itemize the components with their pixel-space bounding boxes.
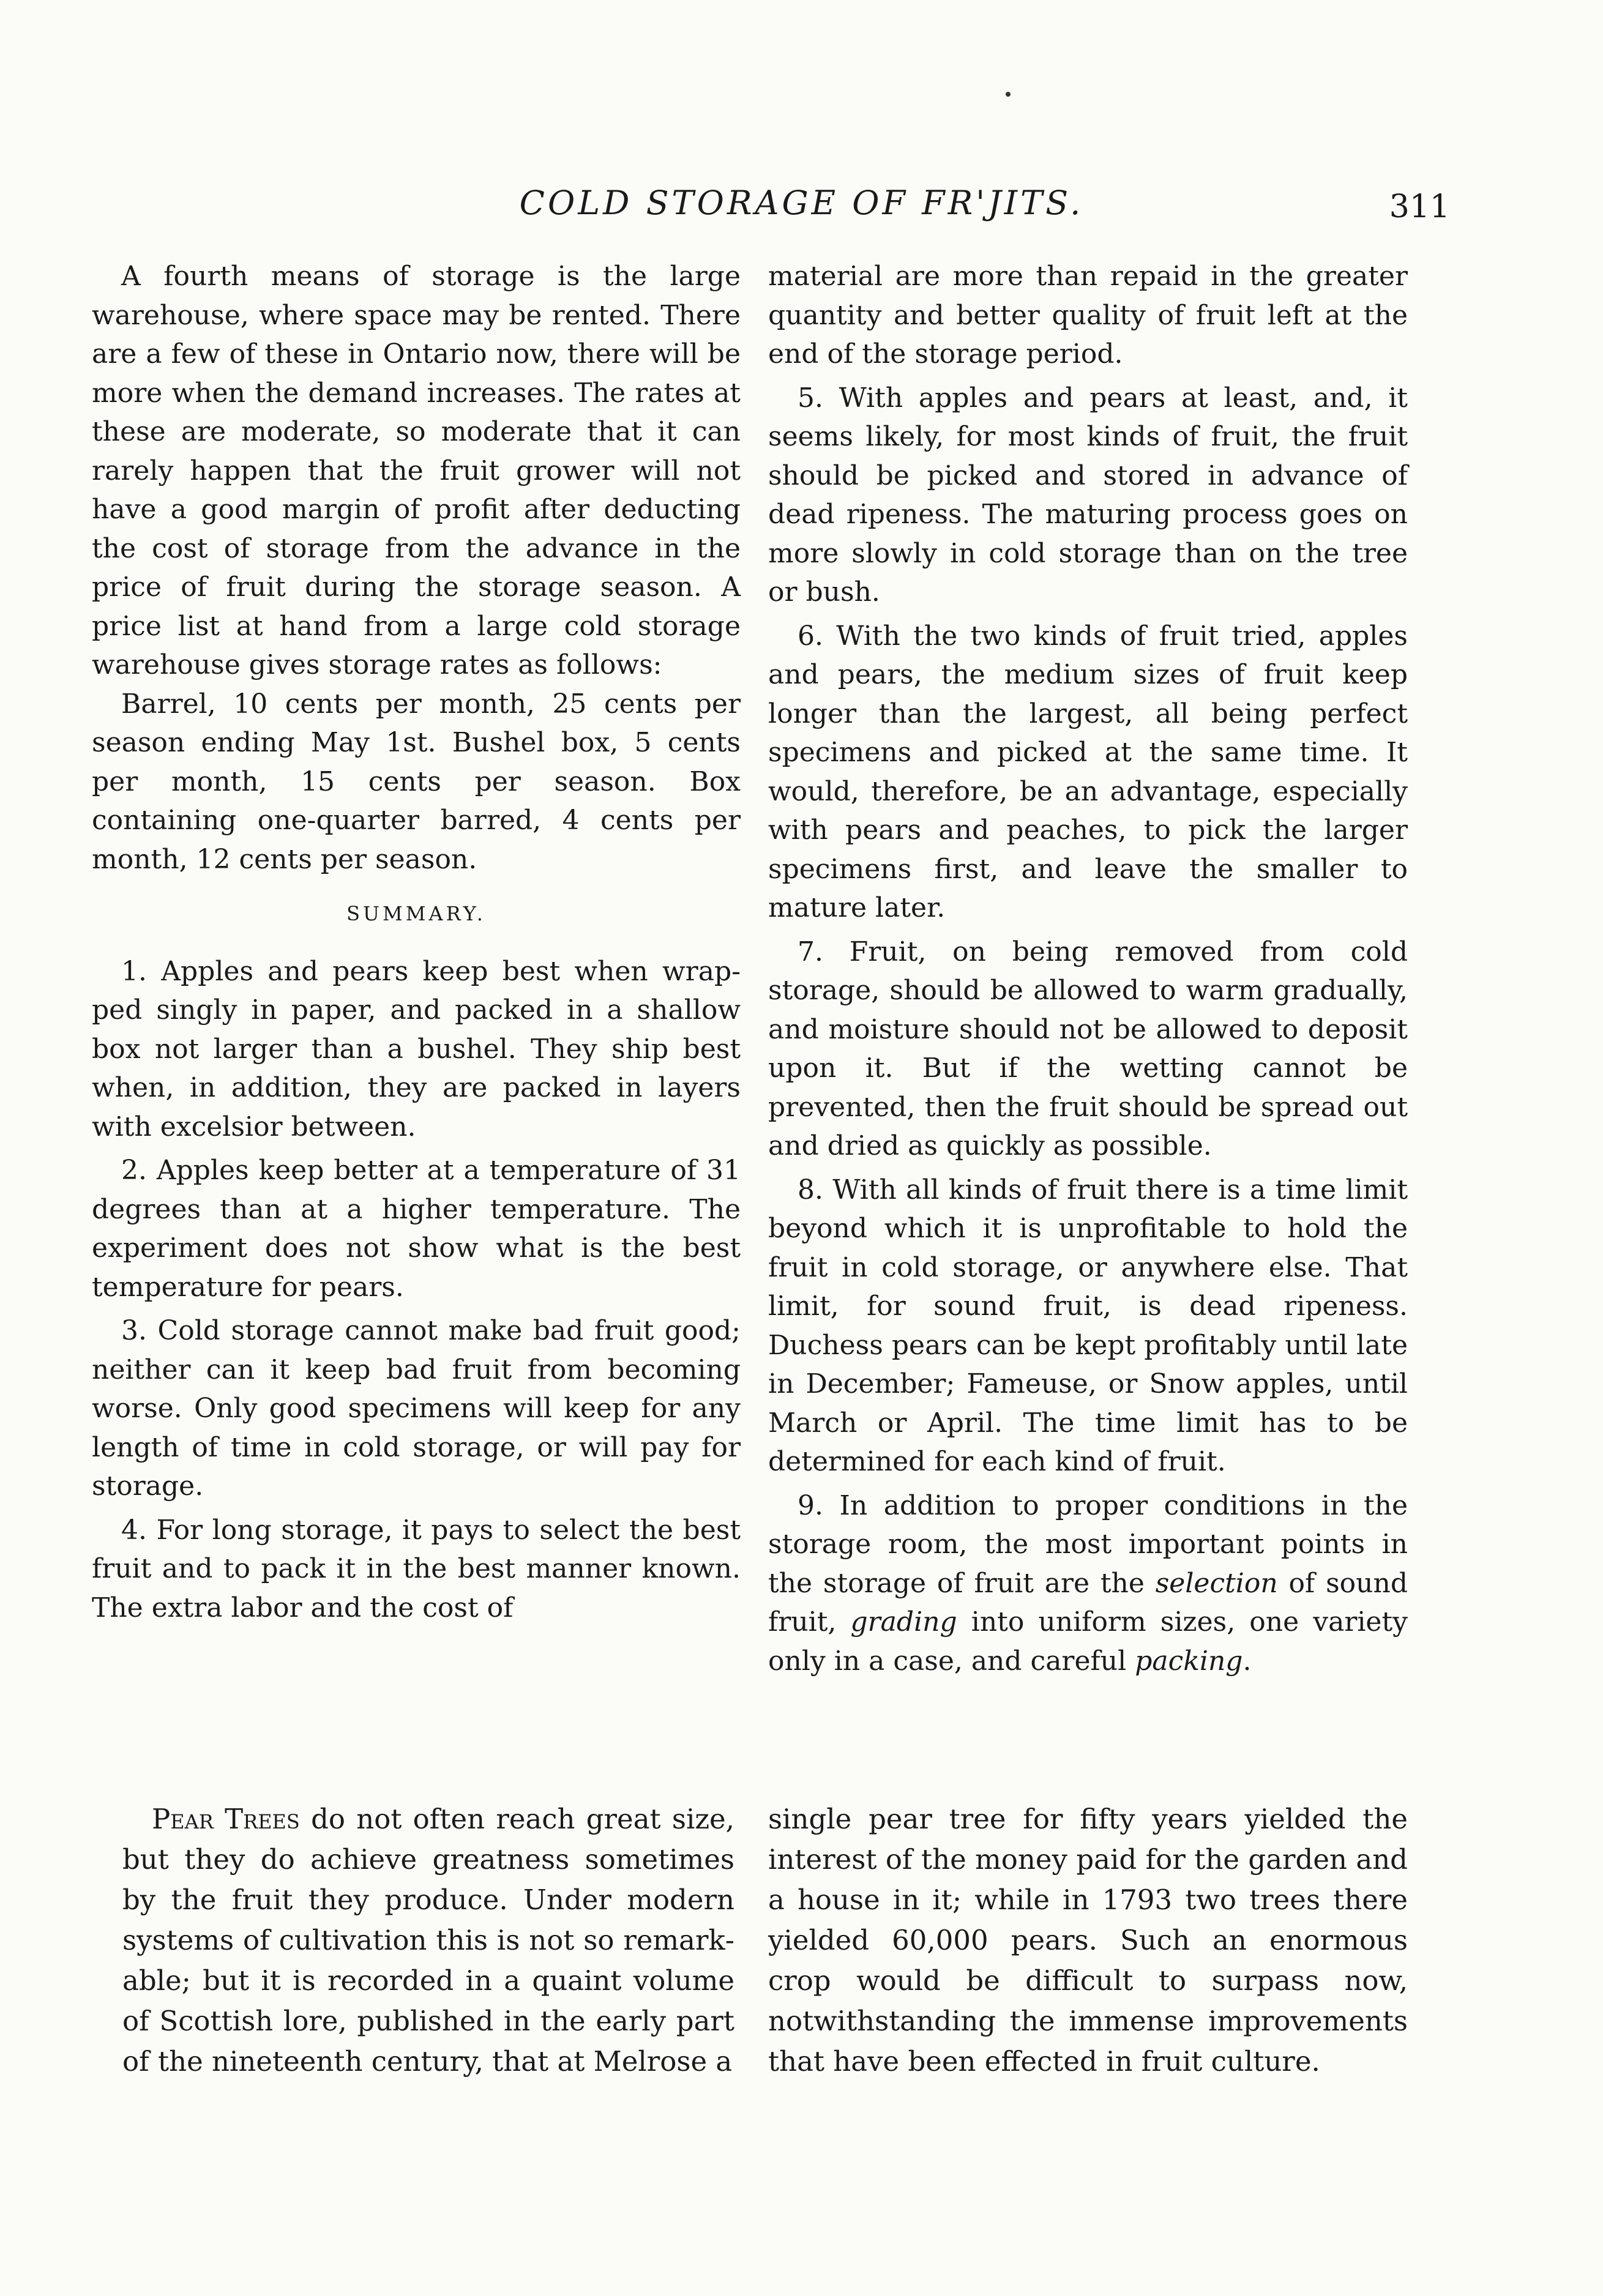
summary-item-9 — [768, 1486, 1408, 1681]
pear-trees-text-left: do not often reach great size, but they do achieve greatness sometimes by the fruit they produce. Under modern systems of cultivation this is not so remarkable; but it is recorded in a quaint volume of Scottish lore, published in the early part of the nineteenth century, that at Melrose a — [122, 1803, 734, 2078]
page-number: 311 — [1389, 188, 1450, 225]
emphasis-grading: grading — [850, 1606, 957, 1638]
paragraph-warehouse: A fourth means of storage is the large warehouse, where space may be rented. There are a few of these in Ontario now, there will be more when the demand increases. The rates at these are moderate, so moderate that it can rarely happen that the fruit grower will not have a good margin of profit after deducting the cost of storage from the advance in the price of fruit during the storage season. A price list at hand from a large cold storage warehouse gives storage rates as follows: — [92, 261, 741, 680]
pear-trees-text-right: single pear tree for fifty years yielded the interest of the money paid for the garden and a house in it; while in 1793 two trees there yielded 60,000 pears. Such an enormous crop would be difficult to surpass now, notwithstanding the immense improvements that have been effected in fruit culture. — [768, 1803, 1408, 2078]
summary-item-1: 1. Apples and pears keep best when wrapped singly in paper, and packed in a shallow box not larger than a bushel. They ship best when, in addition, they are packed in layers with excelsior between. — [92, 955, 741, 1142]
summary-item-6: 6. With the two kinds of fruit tried, apples and pears, the medium sizes of fruit keep longer than the largest, all being perfect specimens and picked at the same time. It would, therefore, be an advantage, especially with pears and peaches, to pick the larger specimens first, and leave the smaller to mature later. — [768, 620, 1408, 923]
summary-item-7: 7. Fruit, on being removed from cold storage, should be allowed to warm gradually, and moisture should not be allowed to deposit upon it. But if the wetting cannot be prevented, then the fruit should be spread out and dried as quickly as possible. — [768, 936, 1408, 1161]
item-9-text-b: of sound fruit, — [768, 1567, 1408, 1638]
pear-trees-left — [122, 1799, 734, 2082]
summary-item-4: 4. For long storage, it pays to select the best fruit and to pack it in the best manner known. The extra labor and the cost of — [92, 1514, 741, 1623]
right-column — [768, 257, 1408, 1685]
pear-trees-lead: Pear Trees — [152, 1803, 300, 1835]
page-header — [0, 184, 1603, 233]
item-9-text-c: into uniform sizes, one variety only in a case, and careful — [768, 1606, 1408, 1677]
ink-dot — [1006, 92, 1011, 97]
emphasis-selection: selection — [1155, 1567, 1278, 1599]
pear-trees-right — [768, 1799, 1408, 2082]
item-9-text-d: . — [1242, 1645, 1252, 1677]
summary-item-5: 5. With apples and pears at least, and, it seems likely, for most kinds of fruit, the fruit should be picked and stored in advance of dead ripeness. The maturing process goes on more slowly in cold storage than on the tree or bush. — [768, 382, 1408, 608]
emphasis-packing: packing — [1135, 1645, 1243, 1677]
summary-item-8: 8. With all kinds of fruit there is a time limit beyond which it is unprofitable to hold the fruit in cold storage, or anywhere else. That limit, for sound fruit, is dead ripeness. Duchess pears can be kept profitably until late in December; Fameuse, or Snow apples, until March or April. The time limit has to be determined for each kind of fruit. — [768, 1174, 1408, 1477]
summary-heading: SUMMARY. — [346, 902, 486, 925]
item-9-text-a: 9. In addition to proper conditions in the storage room, the most important points in the storage of fruit are the — [768, 1489, 1408, 1599]
paragraph-rates: Barrel, 10 cents per month, 25 cents per season ending May 1st. Bushel box, 5 cents per month, 15 cents per season. Box containing one-quarter barred, 4 cents per month, 12 cents per season. — [92, 688, 741, 875]
summary-item-4-continued: material are more than repaid in the greater quantity and better quality of fruit left at the end of the storage period. — [768, 261, 1408, 370]
left-column — [92, 257, 741, 1632]
summary-item-3: 3. Cold storage cannot make bad fruit good; neither can it keep bad fruit from becoming worse. Only good specimens will keep for any length of time in cold storage, or will pay for storage. — [92, 1315, 741, 1502]
running-title: COLD STORAGE OF FR'JITS. — [519, 184, 1084, 222]
pear-trees-paragraph — [122, 1799, 734, 2082]
summary-item-2: 2. Apples keep better at a temperature of 31 degrees than at a higher temperature. The experiment does not show what is the best temperature for pears. — [92, 1155, 741, 1303]
